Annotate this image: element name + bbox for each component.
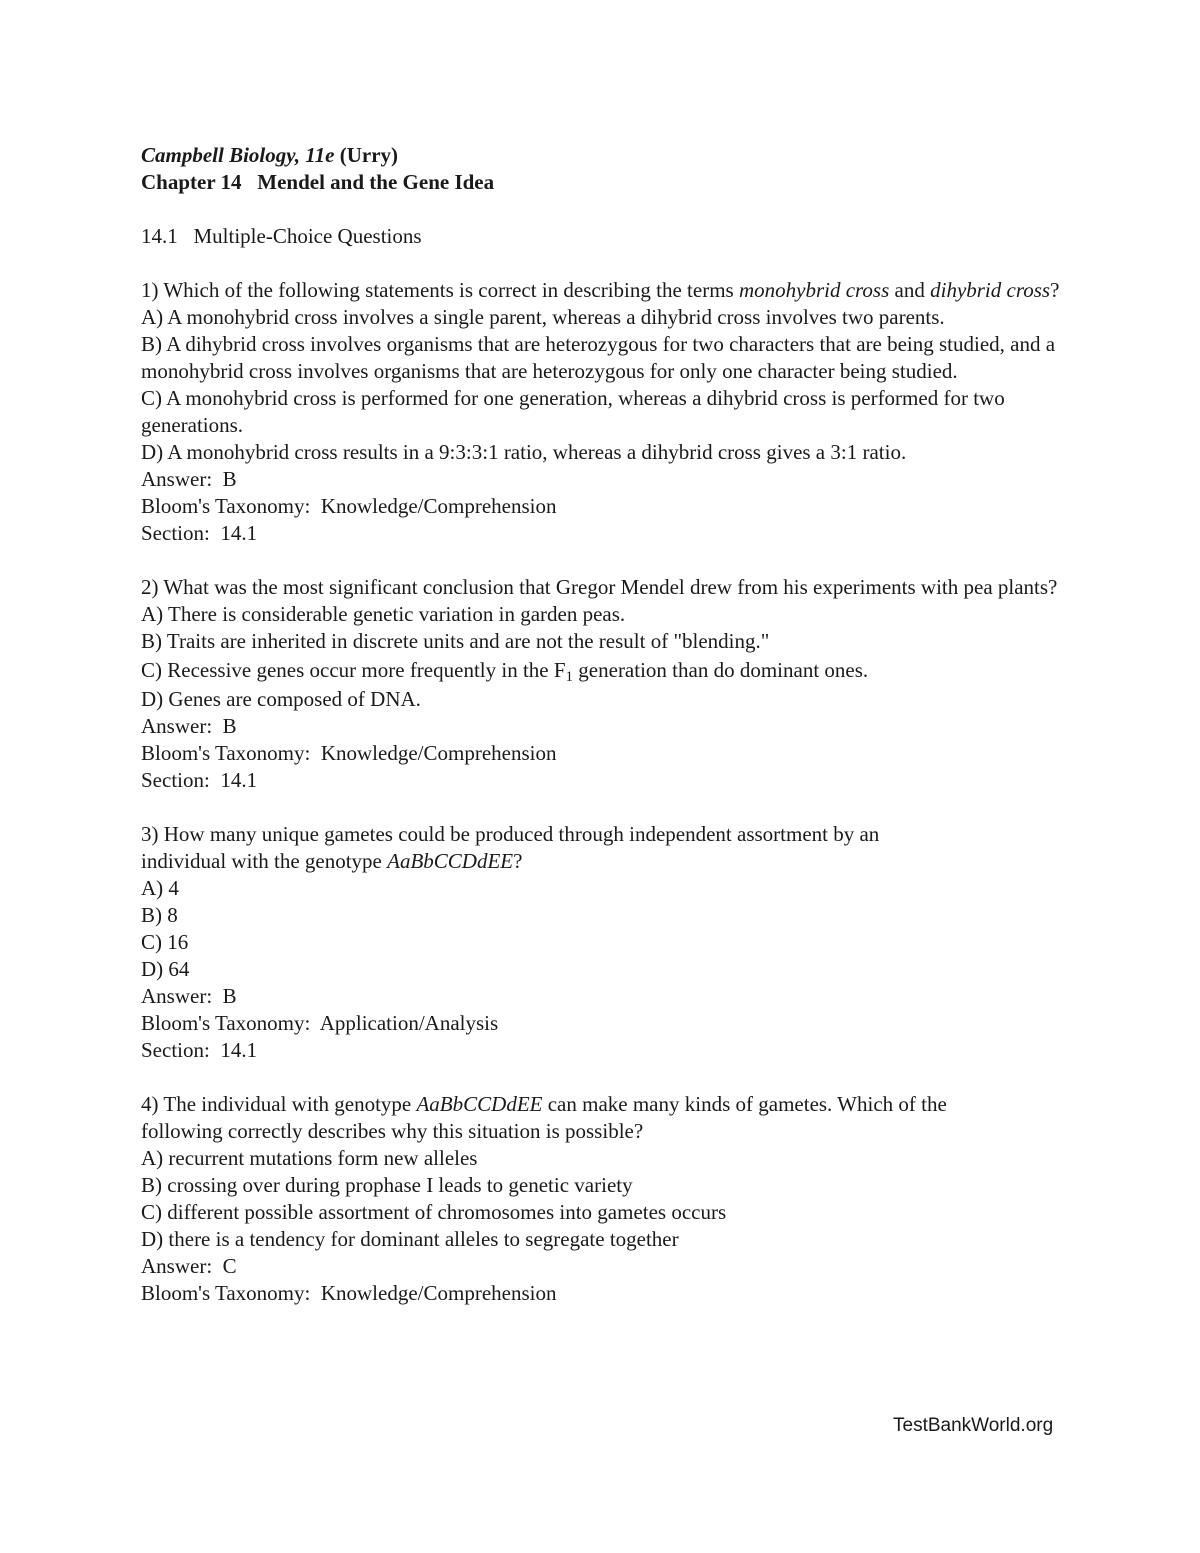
section-ref: Section: 14.1: [141, 521, 258, 545]
bloom-taxonomy: Bloom's Taxonomy: Knowledge/Comprehension: [141, 494, 557, 518]
subscript: 1: [565, 669, 574, 685]
book-title: Campbell Biology, 11e: [141, 143, 335, 167]
option-a: A) There is considerable genetic variation in garden peas.: [141, 602, 626, 626]
question-3: [141, 821, 1081, 1064]
option-a: A) recurrent mutations form new alleles: [141, 1146, 478, 1170]
question-stem-line-1: 4) The individual with genotype AaBbCCDdEE can make many kinds of gametes. Which of the: [141, 1092, 947, 1116]
question-1: [141, 277, 1081, 547]
option-b: B) 8: [141, 903, 178, 927]
option-d: D) 64: [141, 957, 190, 981]
option-c: C) different possible assortment of chromosomes into gametes occurs: [141, 1200, 727, 1224]
book-title-line: [141, 142, 1081, 169]
bloom-taxonomy: Bloom's Taxonomy: Knowledge/Comprehension: [141, 1281, 557, 1305]
document-page: [141, 142, 1081, 1307]
question-stem: 1) Which of the following statements is correct in describing the terms monohybrid cross and dihybrid cross?: [141, 278, 1060, 302]
footer-watermark: TestBankWorld.org: [893, 1415, 1054, 1436]
book-author: (Urry): [334, 143, 399, 167]
question-stem-line-2: individual with the genotype AaBbCCDdEE?: [141, 849, 523, 873]
section-ref: Section: 14.1: [141, 1038, 258, 1062]
section-heading: 14.1 Multiple-Choice Questions: [141, 224, 422, 248]
answer: Answer: C: [141, 1254, 237, 1278]
option-d: D) Genes are composed of DNA.: [141, 687, 421, 711]
answer: Answer: B: [141, 984, 237, 1008]
bloom-taxonomy: Bloom's Taxonomy: Knowledge/Comprehension: [141, 741, 557, 765]
bloom-taxonomy: Bloom's Taxonomy: Application/Analysis: [141, 1011, 499, 1035]
section-ref: Section: 14.1: [141, 768, 258, 792]
option-b: B) crossing over during prophase I leads to genetic variety: [141, 1173, 633, 1197]
question-stem-line-2: following correctly describes why this situation is possible?: [141, 1119, 644, 1143]
option-a: A) 4: [141, 876, 179, 900]
option-b: B) A dihybrid cross involves organisms that are heterozygous for two characters that are being studied, and a monohybrid cross involves organisms that are heterozygous for only one character being studied.: [141, 332, 1056, 383]
answer: Answer: B: [141, 467, 237, 491]
answer: Answer: B: [141, 714, 237, 738]
chapter-title: Chapter 14 Mendel and the Gene Idea: [141, 170, 495, 194]
option-c: C) A monohybrid cross is performed for one generation, whereas a dihybrid cross is performed for two generations.: [141, 386, 1005, 437]
option-b: B) Traits are inherited in discrete units and are not the result of "blending.": [141, 629, 770, 653]
question-stem-line-1: 3) How many unique gametes could be produced through independent assortment by an: [141, 822, 880, 846]
option-c: C) Recessive genes occur more frequently in the $F_1$ generation than do dominant ones.: [141, 658, 869, 685]
question-stem: 2) What was the most significant conclusion that Gregor Mendel drew from his experiments with pea plants?: [141, 575, 1058, 599]
question-4: [141, 1091, 1081, 1307]
option-d: D) A monohybrid cross results in a 9:3:3:1 ratio, whereas a dihybrid cross gives a 3:1 ratio.: [141, 440, 907, 464]
option-d: D) there is a tendency for dominant alleles to segregate together: [141, 1227, 679, 1251]
question-2: [141, 574, 1081, 794]
option-c: C) 16: [141, 930, 189, 954]
option-a: A) A monohybrid cross involves a single parent, whereas a dihybrid cross involves two parents.: [141, 305, 945, 329]
